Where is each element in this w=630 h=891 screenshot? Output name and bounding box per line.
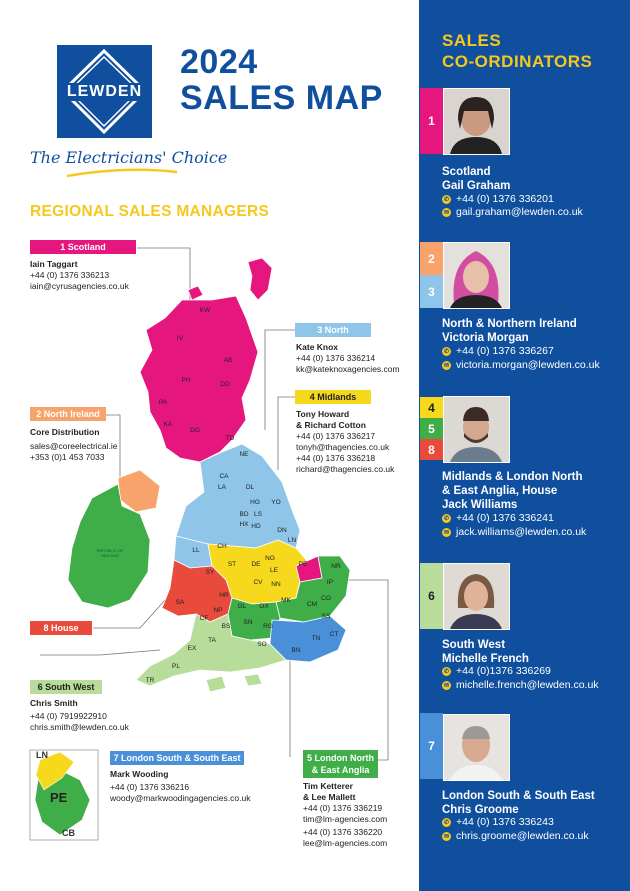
- postcode-label-pa: PA: [158, 399, 168, 406]
- inset-label-pe: PE: [50, 790, 68, 805]
- postcode-label-hd: HD: [251, 523, 261, 530]
- manager-london-north: [303, 781, 387, 849]
- inset-label-cb: CB: [62, 828, 75, 838]
- region-number-3: 3: [420, 275, 443, 308]
- postcode-label-ph: PH: [181, 377, 191, 384]
- postcode-label-cv: CV: [253, 579, 263, 586]
- postcode-label-ab: AB: [223, 357, 233, 364]
- manager-phone: +44 (0) 1376 336216: [110, 782, 190, 792]
- manager-email: kk@kateknoxagencies.com: [296, 364, 400, 374]
- region-number-1: 1: [420, 88, 443, 154]
- region-label: Midlands & London North: [442, 471, 583, 483]
- manager-name: Tim Ketterer: [303, 781, 353, 791]
- manager-north: [296, 342, 400, 375]
- manager-email: tonyh@thagencies.co.uk: [296, 442, 390, 452]
- postcode-label-np: NP: [213, 607, 223, 614]
- tag-north-ireland: 2 North Ireland: [30, 407, 106, 421]
- coordinator-name: Chris Groome: [442, 804, 519, 816]
- coordinators-heading: [442, 30, 592, 72]
- phone-icon: ✆: [443, 348, 450, 355]
- person-photo-icon: [444, 243, 509, 308]
- inset-label-ln: LN: [36, 750, 48, 760]
- email-icon: ✉: [443, 833, 450, 840]
- coordinator-3-phone: [442, 512, 554, 524]
- postcode-label-tn: TN: [311, 635, 321, 642]
- heading-line-2: CO-ORDINATORS: [442, 52, 593, 71]
- postcode-label-ln: LN: [287, 537, 297, 544]
- postcode-label-ka: KA: [163, 421, 173, 428]
- manager-phone: +44 (0) 1376 336213: [30, 270, 110, 280]
- manager-phone: +44 (0) 7919922910: [30, 711, 107, 721]
- title-year: 2024: [180, 43, 258, 81]
- coordinator-2-phone: [442, 345, 554, 357]
- email-icon: ✉: [443, 209, 450, 216]
- postcode-label-nr: NR: [331, 563, 341, 570]
- region-north-ireland: [118, 470, 160, 512]
- tag-scotland: 1 Scotland: [30, 240, 136, 254]
- republic-ireland-label: REPUBLIC OF IRELAND: [96, 548, 124, 558]
- postcode-label-cf: CF: [199, 615, 209, 622]
- postcode-label-iv: IV: [176, 335, 184, 342]
- region-label: London South & South East: [442, 790, 595, 802]
- phone-text: +44 (0)1376 336269: [456, 665, 551, 677]
- tagline: The Electricians' Choice: [30, 148, 228, 167]
- postcode-label-pe: PE: [298, 561, 308, 568]
- logo-text: LEWDEN: [66, 83, 143, 100]
- manager-south-west: [30, 698, 129, 733]
- phone-text: +44 (0) 1376 336243: [456, 816, 554, 828]
- manager-email: iain@cyrusagencies.co.uk: [30, 281, 129, 291]
- postcode-label-de: DE: [251, 561, 261, 568]
- region-label: North & Northern Ireland: [442, 318, 577, 330]
- tag-line-1: 5 London North: [307, 753, 374, 763]
- manager-phone-2: +44 (0) 1376 336218: [296, 453, 376, 463]
- region-number-2: 2: [420, 242, 443, 275]
- heading-line-1: SALES: [442, 31, 502, 50]
- postcode-label-sn: SN: [243, 619, 253, 626]
- postcode-label-la: LA: [218, 484, 226, 491]
- postcode-label-ip: IP: [326, 579, 334, 586]
- postcode-label-bd: BD: [239, 511, 249, 518]
- coordinator-4-phone: [442, 665, 551, 677]
- manager-name: Kate Knox: [296, 342, 339, 352]
- manager-email: tim@lm-agencies.com: [303, 814, 388, 824]
- person-photo-icon: [444, 89, 509, 154]
- postcode-label-dl: DL: [245, 484, 255, 491]
- region-channel-islands: [206, 674, 262, 692]
- postcode-label-sa: SA: [175, 599, 185, 606]
- manager-phone: +353 (0)1 453 7033: [30, 452, 105, 462]
- manager-name: Chris Smith: [30, 698, 78, 708]
- postcode-label-le: LE: [270, 567, 278, 574]
- postcode-label-ng: NG: [265, 555, 275, 562]
- tag-midlands: 4 Midlands: [295, 390, 371, 404]
- region-number-7: 7: [420, 713, 443, 779]
- coordinator-name: Jack Williams: [442, 499, 518, 511]
- postcode-label-bn: BN: [291, 647, 301, 654]
- email-icon: ✉: [443, 529, 450, 536]
- avatar-victoria-morgan: [443, 242, 510, 309]
- postcode-label-ta: TA: [208, 637, 216, 644]
- avatar-gail-graham: [443, 88, 510, 155]
- postcode-label-co: CO: [321, 595, 331, 602]
- manager-phone: +44 (0) 1376 336219: [303, 803, 383, 813]
- postcode-label-ss: SS: [321, 613, 331, 620]
- title-text: SALES MAP: [180, 79, 383, 117]
- region-shetland: [248, 258, 272, 300]
- manager-name-2: & Lee Mallett: [303, 792, 356, 802]
- region-number-5: 5: [420, 418, 443, 439]
- manager-email: sales@coreelectrical.ie: [30, 441, 118, 451]
- coordinator-4-email[interactable]: [442, 679, 599, 691]
- phone-text: +44 (0) 1376 336201: [456, 193, 554, 205]
- email-text: jack.williams@lewden.co.uk: [456, 526, 587, 538]
- region-label: South West: [442, 639, 506, 651]
- coordinator-1-phone: [442, 193, 554, 205]
- manager-phone: +44 (0) 1376 336217: [296, 431, 376, 441]
- postcode-label-st: ST: [227, 561, 237, 568]
- postcode-label-so: SO: [257, 641, 267, 648]
- email-text: chris.groome@lewden.co.uk: [456, 830, 589, 842]
- manager-london-south: [110, 769, 250, 804]
- coordinator-5-phone: [442, 816, 554, 828]
- manager-email-2: lee@lm-agencies.com: [303, 838, 388, 848]
- phone-icon: ✆: [443, 668, 450, 675]
- tag-line-2: & East Anglia: [311, 765, 370, 775]
- manager-name: Iain Taggart: [30, 259, 78, 269]
- coordinator-2-region: [442, 317, 624, 345]
- phone-icon: ✆: [443, 819, 450, 826]
- postcode-label-ct: CT: [329, 631, 339, 638]
- postcode-label-dg: DG: [190, 427, 200, 434]
- tag-london-north: [303, 750, 378, 778]
- coordinator-5-email[interactable]: [442, 830, 589, 842]
- postcode-label-ne: NE: [239, 451, 249, 458]
- manager-name: Core Distribution: [30, 427, 100, 437]
- manager-scotland: [30, 259, 129, 292]
- tag-north: 3 North: [295, 323, 371, 337]
- email-text: victoria.morgan@lewden.co.uk: [456, 359, 600, 371]
- region-label: Scotland: [442, 166, 491, 178]
- coordinator-2-email[interactable]: [442, 359, 600, 371]
- tag-london-south: 7 London South & South East: [110, 751, 244, 765]
- email-icon: ✉: [443, 362, 450, 369]
- postcode-label-pl: PL: [172, 663, 180, 670]
- manager-midlands: [296, 409, 394, 475]
- postcode-label-hx: HX: [239, 521, 249, 528]
- region-scotland: [140, 296, 258, 462]
- postcode-label-td: TD: [225, 435, 235, 442]
- postcode-label-ox: OX: [259, 603, 269, 610]
- manager-name: Tony Howard: [296, 409, 350, 419]
- manager-north-ireland: [30, 427, 118, 463]
- postcode-label-ch: CH: [217, 543, 227, 550]
- avatar-chris-groome: [443, 714, 510, 781]
- manager-email: chris.smith@lewden.co.uk: [30, 722, 129, 732]
- region-number-6: 6: [420, 563, 443, 629]
- tag-house: 8 House: [30, 621, 92, 635]
- postcode-label-rg: RG: [263, 623, 273, 630]
- phone-icon: ✆: [443, 196, 450, 203]
- postcode-label-ls: LS: [254, 511, 262, 518]
- coordinator-1-email[interactable]: [442, 206, 583, 218]
- postcode-label-gl: GL: [237, 603, 247, 610]
- postcode-label-dn: DN: [277, 527, 287, 534]
- postcode-label-cm: CM: [306, 601, 318, 608]
- manager-email: woody@markwoodingagencies.co.uk: [110, 793, 251, 803]
- coordinator-name: Victoria Morgan: [442, 332, 529, 344]
- postcode-label-sy: SY: [205, 569, 215, 576]
- postcode-label-dd: DD: [220, 381, 230, 388]
- region-number-8: 8: [420, 439, 443, 460]
- coordinator-1-region: [442, 165, 624, 193]
- coordinator-3-region: [442, 470, 624, 512]
- coordinator-3-email[interactable]: [442, 526, 586, 538]
- region-number-4: 4: [420, 397, 443, 418]
- manager-email-2: richard@thagencies.co.uk: [296, 464, 395, 474]
- postcode-label-ex: EX: [187, 645, 197, 652]
- postcode-label-mk: MK: [281, 597, 291, 604]
- avatar-jack-williams: [443, 396, 510, 463]
- postcode-label-ll: LL: [192, 547, 200, 554]
- postcode-label-hg: HG: [250, 499, 260, 506]
- postcode-label-hr: HR: [219, 592, 229, 599]
- coordinator-name: Michelle French: [442, 653, 529, 665]
- postcode-label-nn: NN: [271, 581, 281, 588]
- coordinator-4-region: [442, 638, 624, 666]
- manager-phone: +44 (0) 1376 336214: [296, 353, 376, 363]
- coordinator-5-region: [442, 789, 624, 817]
- postcode-label-kw: KW: [199, 307, 211, 314]
- postcode-label-yo: YO: [271, 499, 281, 506]
- manager-name: Mark Wooding: [110, 769, 169, 779]
- email-text: gail.graham@lewden.co.uk: [456, 206, 583, 218]
- tag-south-west: 6 South West: [30, 680, 102, 694]
- postcode-label-bs: BS: [221, 623, 231, 630]
- manager-name-2: & Richard Cotton: [296, 420, 366, 430]
- phone-icon: ✆: [443, 515, 450, 522]
- person-photo-icon: [444, 397, 509, 462]
- phone-text: +44 (0) 1376 336241: [456, 512, 554, 524]
- postcode-label-ca: CA: [219, 473, 229, 480]
- postcode-label-tr: TR: [145, 677, 155, 684]
- email-text: michelle.french@lewden.co.uk: [456, 679, 599, 691]
- region-label-2: & East Anglia, House: [442, 485, 558, 497]
- phone-text: +44 (0) 1376 336267: [456, 345, 554, 357]
- managers-heading: REGIONAL SALES MANAGERS: [30, 203, 270, 220]
- coordinator-name: Gail Graham: [442, 180, 511, 192]
- email-icon: ✉: [443, 682, 450, 689]
- manager-phone-2: +44 (0) 1376 336220: [303, 827, 383, 837]
- avatar-michelle-french: [443, 563, 510, 630]
- person-photo-icon: [444, 564, 509, 629]
- person-photo-icon: [444, 715, 509, 780]
